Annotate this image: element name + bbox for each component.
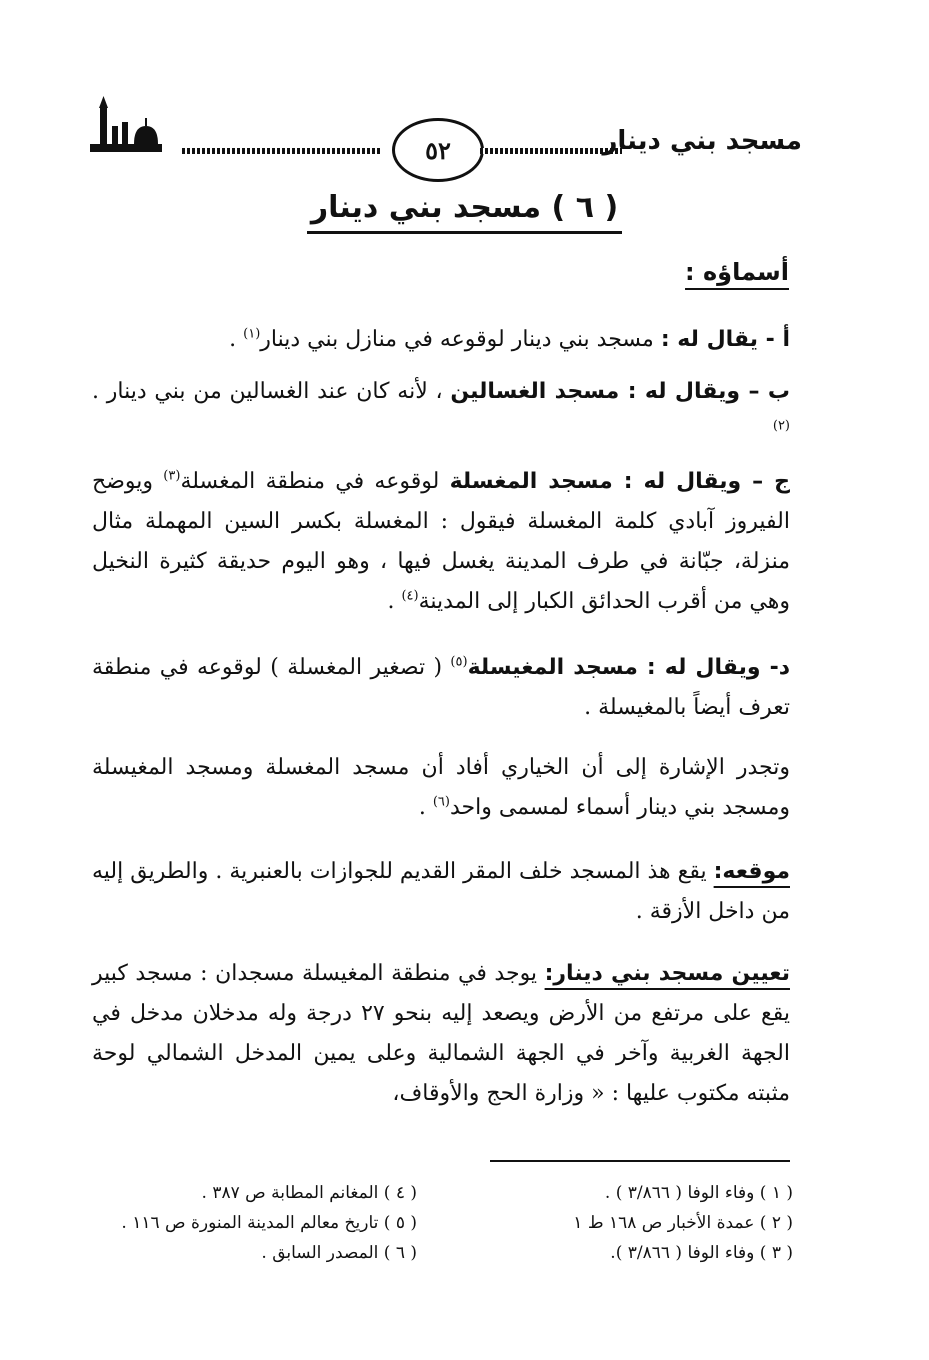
footnote-ref-1: (١)	[243, 326, 261, 342]
page-number: ٥٢	[392, 118, 484, 182]
mosque-minaret-icon	[90, 96, 162, 156]
list-item-d	[92, 648, 790, 728]
item-b-name: مسجد الغسالين	[450, 379, 628, 404]
item-d-name: مسجد المغيسلة	[467, 655, 647, 680]
names-heading-text: أسماؤه :	[685, 258, 789, 286]
item-a-tail: .	[229, 327, 244, 352]
header-ornament-left	[182, 148, 382, 154]
paragraph-names	[92, 748, 790, 828]
item-c-name: مسجد المغسلة	[449, 469, 624, 494]
footnote-5: ( ٥ ) تاريخ معالم المدينة المنورة ص ١١٦ .	[121, 1213, 417, 1233]
item-a-text: مسجد بني دينار لوقوعه في منازل بني دينار	[260, 327, 661, 352]
page-header	[90, 88, 802, 178]
list-item-c	[92, 462, 790, 622]
identification-section	[92, 954, 790, 1114]
item-b-text: ، لأنه كان عند الغسالين من بني دينار .	[92, 379, 451, 404]
list-item-b	[92, 372, 790, 452]
footnote-ref-3: (٣)	[163, 468, 181, 484]
item-c-tail: .	[387, 589, 402, 614]
names-heading	[685, 258, 789, 286]
footnote-6: ( ٦ ) المصدر السابق .	[261, 1243, 417, 1263]
footnote-2: ( ٢ ) عمدة الأخبار ص ١٦٨ ط ١	[573, 1213, 793, 1233]
identification-label: تعيين مسجد بني دينار:	[544, 961, 790, 986]
footnote-ref-2: (٢)	[772, 418, 790, 434]
item-d-prefix: د- ويقال له :	[646, 655, 790, 680]
item-c-text: لوقوعه في منطقة المغسلة	[180, 469, 450, 494]
identification-text: يوجد في منطقة المغيسلة مسجدان : مسجد كبير يقع على مرتفع من الأرض ويصعد إليه بنحو ٢٧ درجة وله مدخلان مدخل في الجهة الغربية وآخر في الجهة الشمالية وعلى يمين المدخل الشمالي لوحة مثبته مكتوب عليها : « وزارة الحج والأوقاف،	[92, 961, 790, 1106]
location-label: موقعه:	[713, 859, 790, 884]
footnote-4: ( ٤ ) المغانم المطابة ص ٣٨٧ .	[201, 1183, 417, 1203]
footnote-ref-6: (٦)	[432, 794, 450, 810]
footnote-ref-4: (٤)	[401, 588, 419, 604]
location-text: يقع هذ المسجد خلف المقر القديم للجوازات بالعنبرية . والطريق إليه من داخل الأزقة .	[92, 859, 790, 924]
chapter-title	[0, 190, 929, 225]
location-section	[92, 852, 790, 932]
running-title: مسجد بني دينار	[602, 126, 802, 156]
item-c-prefix: ج – ويقال له :	[623, 469, 790, 494]
paragraph-names-text: وتجدر الإشارة إلى أن الخياري أفاد أن مسجد المغسلة ومسجد المغيسلة ومسجد بني دينار أسماء لمسمى واحد	[92, 755, 790, 820]
footnote-1: ( ١ ) وفاء الوفا ( ٣/٨٦٦ ) .	[604, 1183, 793, 1203]
item-b-prefix: ب – ويقال له :	[627, 379, 790, 404]
footnote-separator	[490, 1160, 790, 1162]
item-a-prefix: أ - يقال له :	[660, 327, 790, 352]
paragraph-names-tail: .	[418, 795, 433, 820]
item-c-continuation: ويوضح الفيروز آبادي كلمة المغسلة فيقول : المغسلة بكسر السين المهملة مثال منزلة، جبّانة في طرف المدينة يغسل فيها ، وهو اليوم حديقة كثيرة النخيل وهي من أقرب الحدائق الكبار إلى المدينة	[92, 469, 790, 614]
footnote-3: ( ٣ ) وفاء الوفا ( ٣/٨٦٦ ).	[610, 1243, 793, 1263]
list-item-a	[92, 320, 790, 360]
footnotes-right-column	[493, 1178, 793, 1268]
footnote-ref-5: (٥)	[450, 654, 468, 670]
footnotes-left-column	[87, 1178, 417, 1268]
item-d-text: ( تصغير المغسلة ) لوقوعه في منطقة تعرف أيضاً بالمغيسلة .	[92, 655, 790, 720]
header-ornament-right	[480, 148, 622, 154]
chapter-title-text: ( ٦ ) مسجد بني دينار	[307, 190, 622, 234]
